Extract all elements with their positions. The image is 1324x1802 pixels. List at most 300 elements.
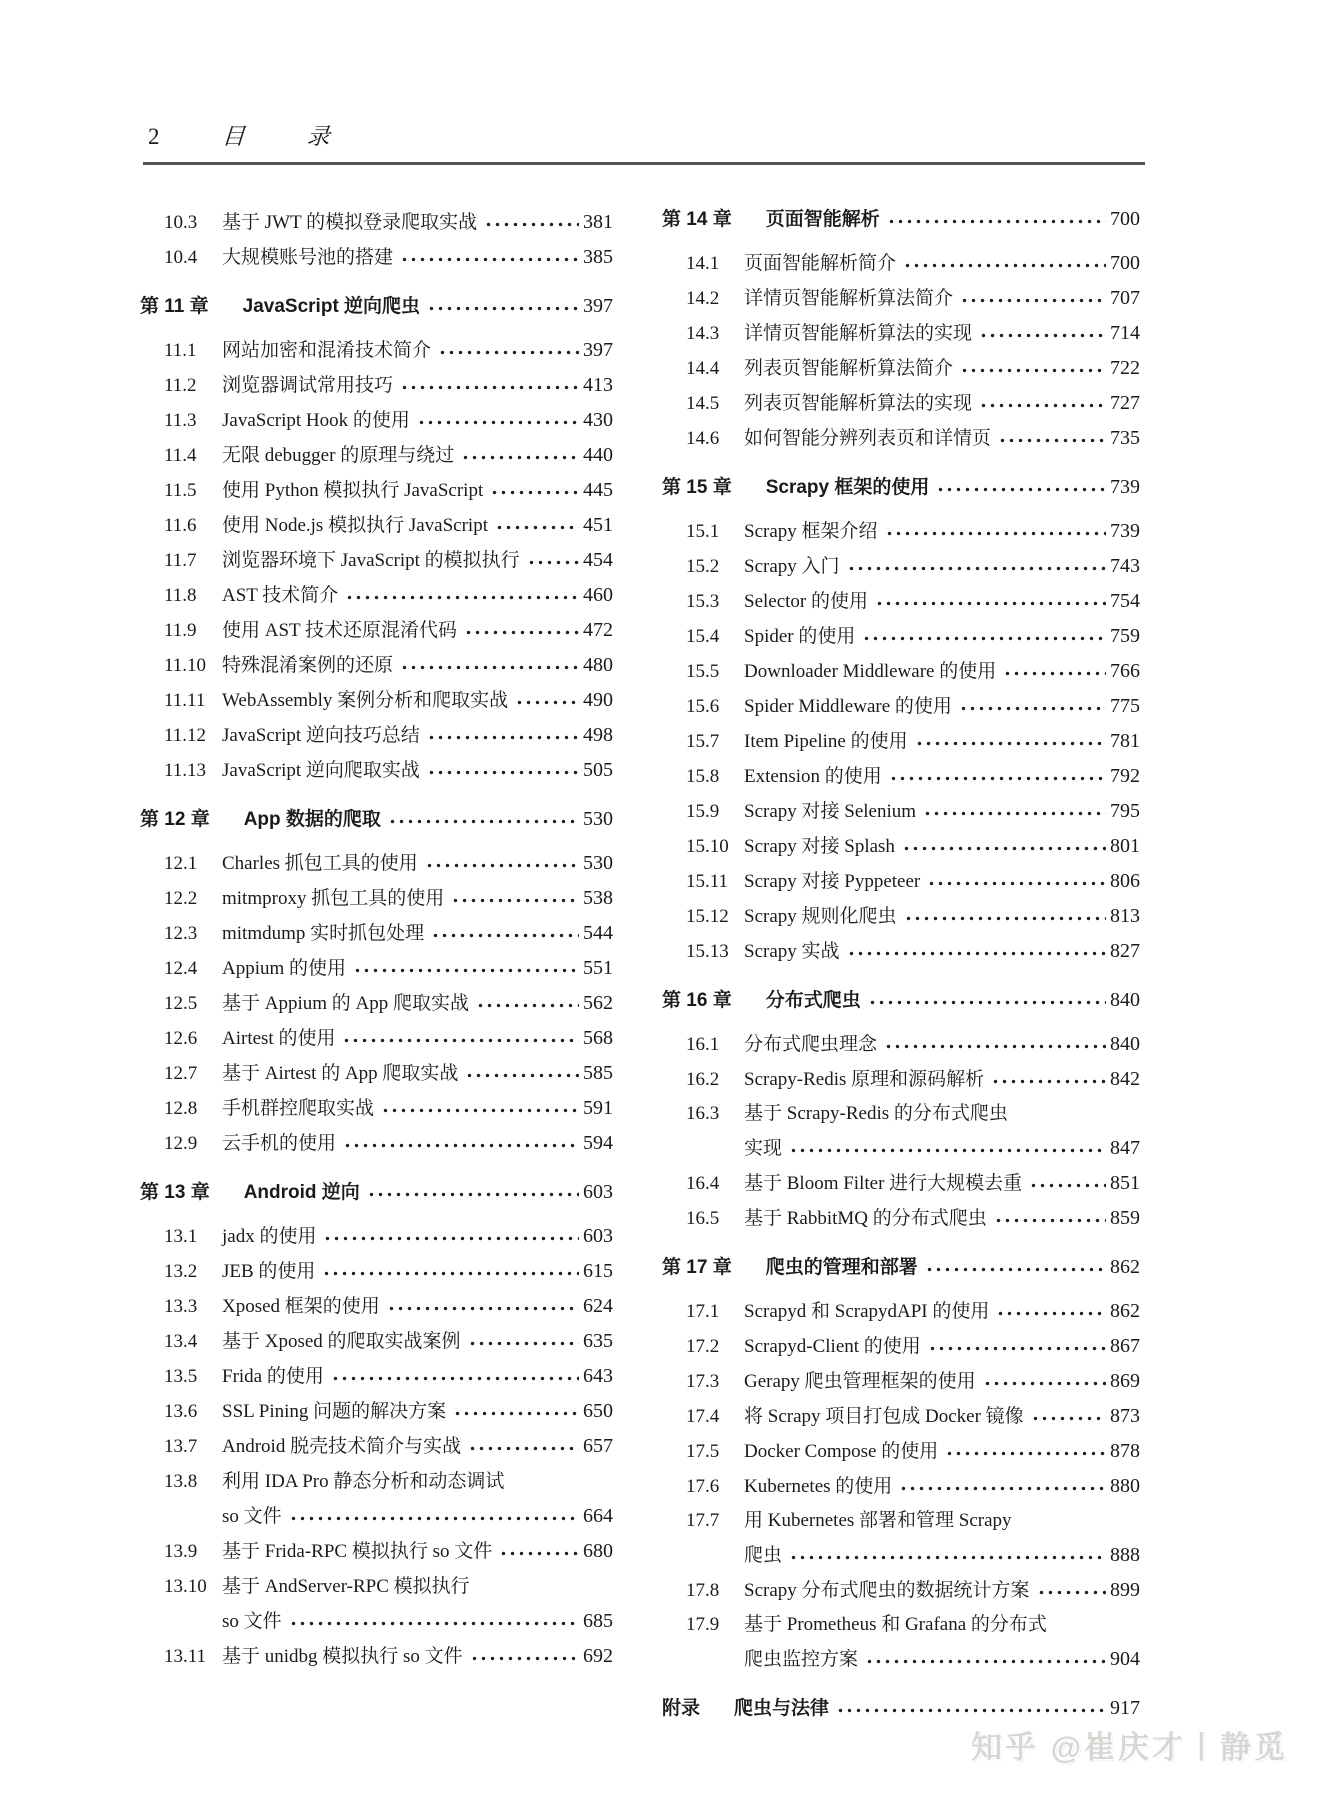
entry-title: 云手机的使用 — [222, 1133, 337, 1154]
dot-leader — [453, 1394, 579, 1429]
chapter-title: Scrapy 框架的使用 — [765, 477, 930, 498]
entry-page-number: 460 — [583, 584, 613, 606]
dot-leader — [868, 982, 1106, 1019]
entry-title: Scrapy 对接 Selenium — [744, 801, 917, 822]
entry-number: 14.3 — [686, 323, 720, 344]
entry-title: Spider 的使用 — [744, 626, 856, 647]
toc-entry-line1 — [662, 1504, 1140, 1538]
chapter-title: 分布式爬虫 — [765, 990, 861, 1011]
toc-entry — [662, 1469, 1140, 1504]
chapter-number: 第 16 章 — [662, 990, 732, 1011]
dot-leader — [979, 386, 1106, 421]
dot-leader — [960, 281, 1106, 316]
dot-leader — [476, 986, 579, 1021]
entry-title-line1: 基于 AndServer-RPC 模拟执行 — [222, 1576, 470, 1597]
entry-page-number: 700 — [1110, 252, 1140, 274]
folio-page-number: 2 — [148, 124, 160, 149]
dot-leader — [367, 1174, 579, 1211]
dot-leader — [936, 469, 1106, 506]
chapter-page-number: 840 — [1110, 989, 1140, 1011]
entry-page-number: 530 — [583, 852, 613, 874]
entry-page-number: 381 — [583, 211, 613, 233]
dot-leader — [322, 1254, 579, 1289]
dot-leader — [343, 1126, 579, 1161]
entry-number: 12.4 — [164, 958, 198, 979]
toc-entry — [140, 881, 613, 916]
toc-entry-line1 — [662, 1608, 1140, 1642]
dot-leader — [431, 916, 579, 951]
chapter-page-number: 917 — [1110, 1697, 1140, 1719]
entry-page-number: 775 — [1110, 695, 1140, 717]
chapter-page-number: 700 — [1110, 208, 1140, 230]
toc-entry — [662, 1027, 1140, 1062]
entry-page-number: 840 — [1110, 1033, 1140, 1055]
toc-entry — [140, 718, 613, 753]
toc-entry — [662, 421, 1140, 456]
entry-title: Downloader Middleware 的使用 — [744, 661, 997, 682]
entry-number: 14.6 — [686, 428, 720, 449]
running-head — [148, 118, 330, 154]
dot-leader — [425, 846, 579, 881]
chapter-page-number: 530 — [583, 808, 613, 830]
dot-leader — [400, 648, 579, 683]
entry-page-number: 899 — [1110, 1579, 1140, 1601]
entry-title: 特殊混淆案例的还原 — [222, 655, 394, 676]
entry-title-line2: 爬虫监控方案 — [744, 1649, 859, 1670]
entry-title: Airtest 的使用 — [222, 1028, 336, 1049]
dot-leader — [438, 333, 579, 368]
entry-number: 11.5 — [164, 480, 197, 501]
entry-page-number: 714 — [1110, 322, 1140, 344]
header-rule — [143, 162, 1145, 165]
entry-title: 手机群控爬取实战 — [222, 1098, 375, 1119]
entry-title: Scrapy 分布式爬虫的数据统计方案 — [744, 1580, 1030, 1601]
entry-title: 基于 RabbitMQ 的分布式爬虫 — [744, 1208, 987, 1229]
entry-page-number: 707 — [1110, 287, 1140, 309]
entry-page-number: 657 — [583, 1435, 613, 1457]
entry-number: 15.5 — [686, 661, 720, 682]
entry-title: WebAssembly 案例分析和爬取实战 — [222, 690, 509, 711]
entry-title: Scrapy 对接 Splash — [744, 836, 895, 857]
entry-number: 17.5 — [686, 1441, 720, 1462]
chapter-number: 第 15 章 — [662, 477, 732, 498]
dot-leader — [903, 246, 1106, 281]
dot-leader — [928, 1329, 1106, 1364]
entry-number: 15.10 — [686, 836, 729, 857]
entry-title: 详情页智能解析算法简介 — [744, 288, 954, 309]
entry-page-number: 867 — [1110, 1335, 1140, 1357]
dot-leader — [902, 829, 1106, 864]
toc-entry — [140, 1126, 613, 1161]
chapter-page-number: 862 — [1110, 1256, 1140, 1278]
entry-number: 15.9 — [686, 801, 720, 822]
toc-entry — [140, 473, 613, 508]
entry-number: 11.4 — [164, 445, 197, 466]
dot-leader — [468, 1429, 579, 1464]
entry-title: 基于 Frida-RPC 模拟执行 so 文件 — [222, 1541, 493, 1562]
entry-number: 13.9 — [164, 1541, 198, 1562]
dot-leader — [960, 351, 1106, 386]
dot-leader — [387, 1289, 579, 1324]
dot-leader — [527, 543, 579, 578]
dot-leader — [400, 240, 579, 275]
toc-entry — [662, 759, 1140, 794]
entry-title: JavaScript 逆向技巧总结 — [222, 725, 420, 746]
entry-page-number: 451 — [583, 514, 613, 536]
toc-entry — [662, 1166, 1140, 1201]
entry-number: 16.5 — [686, 1208, 720, 1229]
entry-title-line1: 用 Kubernetes 部署和管理 Scrapy — [744, 1510, 1012, 1531]
entry-number: 17.1 — [686, 1301, 720, 1322]
entry-title: 基于 JWT 的模拟登录爬取实战 — [222, 212, 478, 233]
chapter-title: Android 逆向 — [243, 1182, 360, 1203]
entry-page-number: 813 — [1110, 905, 1140, 927]
entry-page-number: 643 — [583, 1365, 613, 1387]
entry-number: 13.1 — [164, 1226, 198, 1247]
chapter-title: JavaScript 逆向爬虫 — [242, 296, 421, 317]
entry-title: 详情页智能解析算法的实现 — [744, 323, 973, 344]
entry-number: 11.3 — [164, 410, 197, 431]
chapter-number: 第 13 章 — [140, 1182, 210, 1203]
entry-title: 基于 Appium 的 App 爬取实战 — [222, 993, 470, 1014]
toc-entry — [140, 543, 613, 578]
entry-number: 15.6 — [686, 696, 720, 717]
dot-leader — [1031, 1399, 1106, 1434]
dot-leader — [994, 1201, 1106, 1236]
entry-title: JavaScript Hook 的使用 — [222, 410, 410, 431]
toc-entry-twoline — [140, 1569, 613, 1639]
entry-title: 分布式爬虫理念 — [744, 1034, 878, 1055]
toc-entry-line1 — [662, 1097, 1140, 1131]
chapter-page-number: 603 — [583, 1181, 613, 1203]
dot-leader — [427, 288, 579, 325]
entry-number: 11.10 — [164, 655, 207, 676]
dot-leader — [862, 619, 1106, 654]
entry-page-number: 859 — [1110, 1207, 1140, 1229]
entry-number: 13.3 — [164, 1296, 198, 1317]
entry-title: Scrapy-Redis 原理和源码解析 — [744, 1069, 985, 1090]
entry-number: 14.1 — [686, 253, 720, 274]
dot-leader — [323, 1219, 579, 1254]
entry-number: 13.5 — [164, 1366, 198, 1387]
entry-page-number: 888 — [1110, 1544, 1140, 1566]
toc-entry — [662, 316, 1140, 351]
toc-chapter — [140, 288, 613, 325]
entry-page-number: 591 — [583, 1097, 613, 1119]
entry-number: 12.6 — [164, 1028, 198, 1049]
dot-leader — [468, 1324, 579, 1359]
entry-page-number: 754 — [1110, 590, 1140, 612]
chapter-page-number: 739 — [1110, 476, 1140, 498]
entry-page-number: 490 — [583, 689, 613, 711]
toc-chapter — [662, 1249, 1140, 1286]
toc-entry — [662, 689, 1140, 724]
chapter-title: 爬虫与法律 — [734, 1698, 830, 1719]
entry-title: Xposed 框架的使用 — [222, 1296, 380, 1317]
running-head-title-char-1: 目 — [220, 124, 246, 149]
entry-page-number: 727 — [1110, 392, 1140, 414]
dot-leader — [927, 864, 1106, 899]
entry-title: Scrapy 框架介绍 — [744, 521, 878, 542]
entry-page-number: 594 — [583, 1132, 613, 1154]
dot-leader — [1003, 654, 1106, 689]
entry-page-number: 603 — [583, 1225, 613, 1247]
entry-page-number: 385 — [583, 246, 613, 268]
entry-title: 浏览器调试常用技巧 — [222, 375, 394, 396]
toc-entry — [662, 829, 1140, 864]
entry-title: Spider Middleware 的使用 — [744, 696, 952, 717]
toc-column-left — [140, 205, 613, 1674]
entry-page-number: 759 — [1110, 625, 1140, 647]
toc-entry-line2 — [140, 1499, 613, 1534]
entry-title: 基于 Xposed 的爬取实战案例 — [222, 1331, 461, 1352]
entry-number: 17.4 — [686, 1406, 720, 1427]
entry-page-number: 792 — [1110, 765, 1140, 787]
watermark: 知乎 @崔庆才丨静觅 — [971, 1730, 1288, 1765]
dot-leader — [342, 1021, 579, 1056]
toc-entry — [662, 934, 1140, 969]
entry-title: Scrapyd-Client 的使用 — [744, 1336, 921, 1357]
entry-number: 12.3 — [164, 923, 198, 944]
entry-number: 11.13 — [164, 760, 207, 781]
entry-page-number: 795 — [1110, 800, 1140, 822]
entry-page-number: 766 — [1110, 660, 1140, 682]
entry-number: 11.2 — [164, 375, 197, 396]
entry-page-number: 739 — [1110, 520, 1140, 542]
entry-title: 列表页智能解析算法简介 — [744, 358, 954, 379]
entry-title: Charles 抓包工具的使用 — [222, 853, 418, 874]
toc-entry — [140, 1021, 613, 1056]
entry-number: 10.4 — [164, 247, 198, 268]
toc-entry — [140, 1091, 613, 1126]
entry-number: 16.2 — [686, 1069, 720, 1090]
chapter-number: 第 14 章 — [662, 209, 732, 230]
chapter-number: 第 11 章 — [140, 296, 209, 317]
entry-title: Scrapyd 和 ScrapydAPI 的使用 — [744, 1301, 990, 1322]
entry-page-number: 692 — [583, 1645, 613, 1667]
entry-page-number: 743 — [1110, 555, 1140, 577]
dot-leader — [983, 1364, 1106, 1399]
entry-page-number: 585 — [583, 1062, 613, 1084]
dot-leader — [464, 613, 579, 648]
entry-title: Item Pipeline 的使用 — [744, 731, 908, 752]
toc-chapter — [140, 801, 613, 838]
entry-title: mitmproxy 抓包工具的使用 — [222, 888, 445, 909]
entry-number: 11.12 — [164, 725, 207, 746]
dot-leader — [345, 578, 579, 613]
toc-entry — [662, 654, 1140, 689]
entry-title: 使用 Node.js 模拟执行 JavaScript — [222, 515, 488, 536]
entry-page-number: 650 — [583, 1400, 613, 1422]
toc-entry-twoline — [140, 1464, 613, 1534]
entry-number: 12.7 — [164, 1063, 198, 1084]
entry-page-number: 722 — [1110, 357, 1140, 379]
toc-entry — [140, 916, 613, 951]
dot-leader — [996, 1294, 1106, 1329]
dot-leader — [865, 1642, 1106, 1677]
entry-title: Selector 的使用 — [744, 591, 869, 612]
entry-page-number: 454 — [583, 549, 613, 571]
toc-entry — [662, 864, 1140, 899]
entry-title: Appium 的使用 — [222, 958, 347, 979]
dot-leader — [331, 1359, 579, 1394]
entry-number: 13.6 — [164, 1401, 198, 1422]
entry-page-number: 544 — [583, 922, 613, 944]
entry-title: mitmdump 实时抓包处理 — [222, 923, 425, 944]
entry-page-number: 624 — [583, 1295, 613, 1317]
entry-page-number: 904 — [1110, 1648, 1140, 1670]
chapter-number: 附录 — [662, 1698, 701, 1719]
dot-leader — [495, 508, 579, 543]
entry-number: 16.4 — [686, 1173, 720, 1194]
entry-page-number: 842 — [1110, 1068, 1140, 1090]
entry-title: Scrapy 入门 — [744, 556, 840, 577]
toc-entry — [140, 578, 613, 613]
entry-title: 使用 Python 模拟执行 JavaScript — [222, 480, 484, 501]
entry-number: 11.6 — [164, 515, 197, 536]
toc-entry-line2 — [140, 1604, 613, 1639]
toc-entry — [140, 683, 613, 718]
entry-number: 16.1 — [686, 1034, 720, 1055]
entry-page-number: 635 — [583, 1330, 613, 1352]
toc-entry — [140, 1639, 613, 1674]
toc-entry — [662, 1062, 1140, 1097]
dot-leader — [400, 368, 579, 403]
toc-entry-line2 — [662, 1538, 1140, 1573]
toc-entry — [140, 1324, 613, 1359]
entry-title: Scrapy 实战 — [744, 941, 840, 962]
entry-number: 13.11 — [164, 1646, 207, 1667]
toc-entry — [140, 333, 613, 368]
entry-page-number: 498 — [583, 724, 613, 746]
entry-page-number: 568 — [583, 1027, 613, 1049]
chapter-title: App 数据的爬取 — [243, 809, 381, 830]
toc-entry — [140, 240, 613, 275]
entry-number: 11.7 — [164, 550, 197, 571]
toc-entry — [662, 386, 1140, 421]
entry-title: 浏览器环境下 JavaScript 的模拟执行 — [222, 550, 520, 571]
toc-entry — [140, 986, 613, 1021]
entry-title: Gerapy 爬虫管理框架的使用 — [744, 1371, 976, 1392]
entry-page-number: 664 — [583, 1505, 613, 1527]
dot-leader — [381, 1091, 579, 1126]
entry-number: 13.8 — [164, 1471, 198, 1492]
dot-leader — [461, 438, 579, 473]
toc-entry — [140, 1359, 613, 1394]
entry-page-number: 562 — [583, 992, 613, 1014]
entry-number: 15.11 — [686, 871, 729, 892]
toc-entry — [662, 619, 1140, 654]
entry-title: JEB 的使用 — [222, 1261, 316, 1282]
toc-entry — [662, 514, 1140, 549]
entry-title-line2: 实现 — [744, 1138, 783, 1159]
entry-number: 17.2 — [686, 1336, 720, 1357]
dot-leader — [875, 584, 1106, 619]
toc-column-right — [662, 201, 1140, 1735]
entry-title: Extension 的使用 — [744, 766, 882, 787]
entry-title-line1: 利用 IDA Pro 静态分析和动态调试 — [222, 1471, 505, 1492]
entry-title: 基于 unidbg 模拟执行 so 文件 — [222, 1646, 463, 1667]
entry-number: 12.9 — [164, 1133, 198, 1154]
entry-title-line2: so 文件 — [222, 1611, 282, 1632]
dot-leader — [427, 718, 579, 753]
toc-chapter — [662, 201, 1140, 238]
dot-leader — [470, 1639, 579, 1674]
entry-number: 12.2 — [164, 888, 198, 909]
toc-entry-twoline — [662, 1608, 1140, 1677]
dot-leader — [289, 1499, 579, 1534]
dot-leader — [417, 403, 579, 438]
entry-title: 大规模账号池的搭建 — [222, 247, 394, 268]
entry-title: Frida 的使用 — [222, 1366, 324, 1387]
dot-leader — [899, 1469, 1106, 1504]
dot-leader — [923, 794, 1106, 829]
toc-entry — [140, 1289, 613, 1324]
entry-number: 16.3 — [686, 1103, 720, 1124]
entry-number: 13.4 — [164, 1331, 198, 1352]
toc-entry — [140, 205, 613, 240]
entry-title: Scrapy 规则化爬虫 — [744, 906, 897, 927]
entry-title: jadx 的使用 — [222, 1226, 317, 1247]
entry-page-number: 505 — [583, 759, 613, 781]
dot-leader — [915, 724, 1106, 759]
toc-entry — [662, 1201, 1140, 1236]
dot-leader — [1037, 1573, 1106, 1608]
toc-entry — [140, 508, 613, 543]
entry-number: 13.10 — [164, 1576, 207, 1597]
entry-page-number: 851 — [1110, 1172, 1140, 1194]
toc-entry — [662, 899, 1140, 934]
dot-leader — [885, 514, 1106, 549]
dot-leader — [889, 759, 1106, 794]
entry-number: 13.2 — [164, 1261, 198, 1282]
entry-number: 15.7 — [686, 731, 720, 752]
entry-title: Scrapy 对接 Pyppeteer — [744, 871, 921, 892]
entry-number: 11.8 — [164, 585, 197, 606]
entry-page-number: 472 — [583, 619, 613, 641]
toc-entry — [140, 648, 613, 683]
entry-title: 页面智能解析简介 — [744, 253, 897, 274]
entry-number: 14.2 — [686, 288, 720, 309]
entry-number: 17.3 — [686, 1371, 720, 1392]
toc-entry — [662, 1364, 1140, 1399]
toc-chapter — [662, 469, 1140, 506]
entry-title-line2: 爬虫 — [744, 1545, 783, 1566]
dot-leader — [789, 1538, 1106, 1573]
entry-number: 15.8 — [686, 766, 720, 787]
entry-page-number: 397 — [583, 339, 613, 361]
dot-leader — [847, 549, 1106, 584]
entry-page-number: 806 — [1110, 870, 1140, 892]
entry-page-number: 735 — [1110, 427, 1140, 449]
toc-entry — [140, 951, 613, 986]
dot-leader — [499, 1534, 579, 1569]
entry-page-number: 413 — [583, 374, 613, 396]
entry-page-number: 685 — [583, 1610, 613, 1632]
toc-entry — [662, 351, 1140, 386]
toc-entry — [140, 403, 613, 438]
entry-title: AST 技术简介 — [222, 585, 339, 606]
toc-entry-twoline — [662, 1504, 1140, 1573]
chapter-number: 第 12 章 — [140, 809, 210, 830]
entry-number: 17.6 — [686, 1476, 720, 1497]
entry-title: 基于 Bloom Filter 进行大规模去重 — [744, 1173, 1023, 1194]
entry-title: 如何智能分辨列表页和详情页 — [744, 428, 992, 449]
entry-page-number: 801 — [1110, 835, 1140, 857]
entry-page-number: 430 — [583, 409, 613, 431]
chapter-title: 爬虫的管理和部署 — [765, 1257, 918, 1278]
dot-leader — [484, 205, 579, 240]
